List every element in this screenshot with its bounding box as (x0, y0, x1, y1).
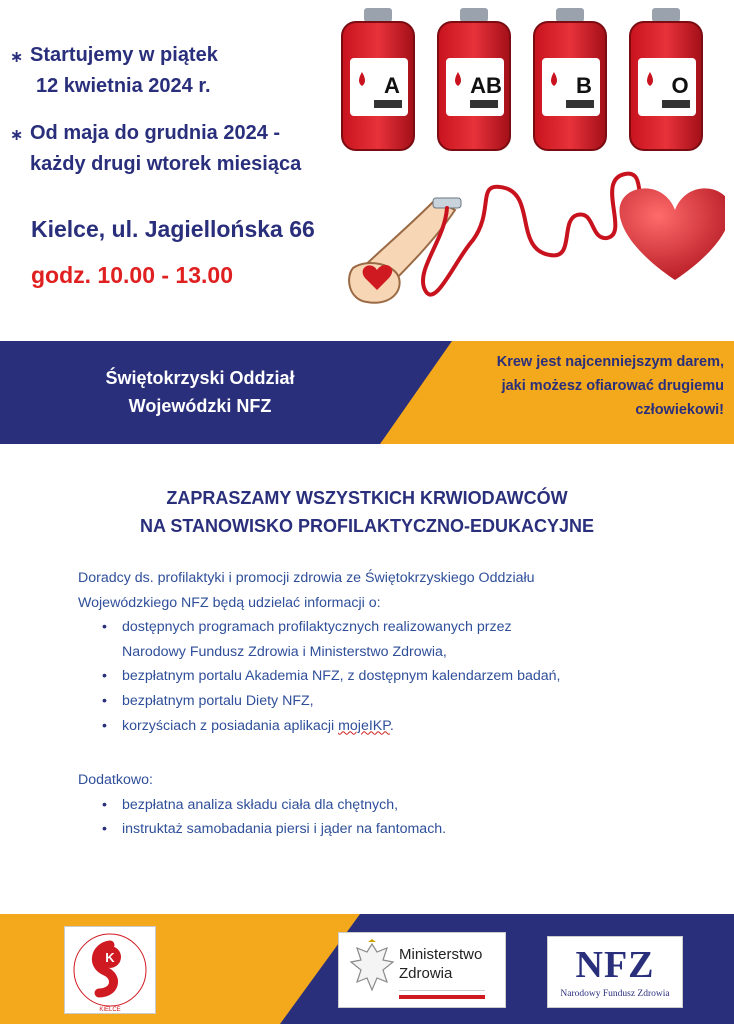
event-details (10, 40, 350, 196)
intro-line1: Doradcy ds. profilaktyki i promocji zdrowia ze Świętokrzyskiego Oddziału (78, 570, 535, 586)
rckik-logo (64, 926, 156, 1014)
schedule-line1: Od maja do grudnia 2024 - (30, 122, 281, 144)
app-name: mojeIKP (338, 717, 390, 734)
blood-bag-ab (438, 8, 510, 150)
nfz-full-name: Narodowy Fundusz Zdrowia (560, 989, 670, 999)
list-item-text: korzyściach z posiadania aplikacji (122, 717, 339, 734)
location: Kielce, ul. Jagiellońska 66 (31, 216, 315, 242)
schedule-line2: każdy drugi wtorek miesiąca (30, 153, 302, 175)
blood-donation-illustration (345, 160, 725, 320)
rckik-letter: K (105, 950, 115, 965)
opening-hours: godz. 10.00 - 13.00 (31, 262, 233, 288)
blood-bag-a (342, 8, 414, 150)
list-item-line2: Narodowy Fundusz Zdrowia i Ministerstwo Zdrowia, (122, 643, 447, 660)
slogan-line2: jaki możesz ofiarować drugiemu (501, 378, 724, 394)
blood-type-label: A (384, 73, 400, 98)
additional-list (78, 793, 698, 842)
branch-name-line1: Świętokrzyski Oddział (105, 368, 295, 388)
ministry-name-line1: Ministerstwo (399, 946, 483, 963)
schedule-item (10, 118, 350, 180)
list-item: • bezpłatnym portalu Diety NFZ, (78, 689, 698, 714)
info-body (78, 566, 698, 842)
branch-name-line2: Wojewódzki NFZ (128, 396, 272, 416)
slogan-line3: człowiekowi! (635, 402, 724, 418)
ministry-of-health-logo (338, 932, 506, 1008)
intro-line2: Wojewódzkiego NFZ będą udzielać informacji o: (78, 594, 381, 611)
blood-type-label: AB (470, 73, 502, 98)
list-item-punct: . (389, 717, 394, 734)
list-item: • instruktaż samobadania piersi i jąder na fantomach. (78, 817, 698, 842)
rckik-city: KIELCE (99, 1007, 121, 1013)
headline-line2: NA STANOWISKO PROFILAKTYCZNO-EDUKACYJNE (140, 516, 594, 536)
nfz-logo (547, 936, 683, 1008)
slogan-line1: Krew jest najcenniejszym darem, (496, 354, 724, 370)
info-list (78, 615, 698, 738)
nfz-branch-name (30, 364, 370, 420)
blood-type-label: B (576, 73, 592, 98)
nfz-logo-mark: NFZ (575, 944, 655, 986)
additional-label: Dodatkowo: (78, 772, 153, 789)
invitation-headline (0, 484, 734, 540)
start-date-item (10, 40, 350, 102)
list-item-line1: • dostępnych programach profilaktycznych realizowanych przez (122, 619, 512, 636)
list-item (78, 615, 698, 664)
ministry-name-line2: Zdrowia (399, 965, 453, 982)
start-date-line1: Startujemy w piątek (30, 44, 218, 66)
start-date-line2: 12 kwietnia 2024 r. (36, 75, 211, 97)
blood-type-label: O (671, 73, 689, 98)
blood-bag-o (630, 8, 702, 150)
list-item: • bezpłatnym portalu Akademia NFZ, z dostępnym kalendarzem badań, (78, 664, 698, 689)
polish-flag-stripe-red (399, 995, 485, 999)
asterisk-bullet-icon: ∗ (10, 127, 24, 144)
slogan (430, 350, 724, 422)
list-item: • bezpłatna analiza składu ciała dla chętnych, (78, 793, 698, 818)
blood-bag-b (534, 8, 606, 150)
blood-tube-line (423, 174, 645, 295)
headline-line1: ZAPRASZAMY WSZYSTKICH KRWIODAWCÓW (166, 488, 568, 508)
footer (0, 914, 734, 1024)
eagle-emblem-icon (347, 938, 397, 1002)
big-heart-icon (620, 188, 725, 280)
blood-bags-illustration (338, 8, 722, 154)
rckik-emblem (65, 927, 155, 1013)
list-item (78, 714, 698, 739)
asterisk-bullet-icon: ∗ (10, 49, 24, 66)
